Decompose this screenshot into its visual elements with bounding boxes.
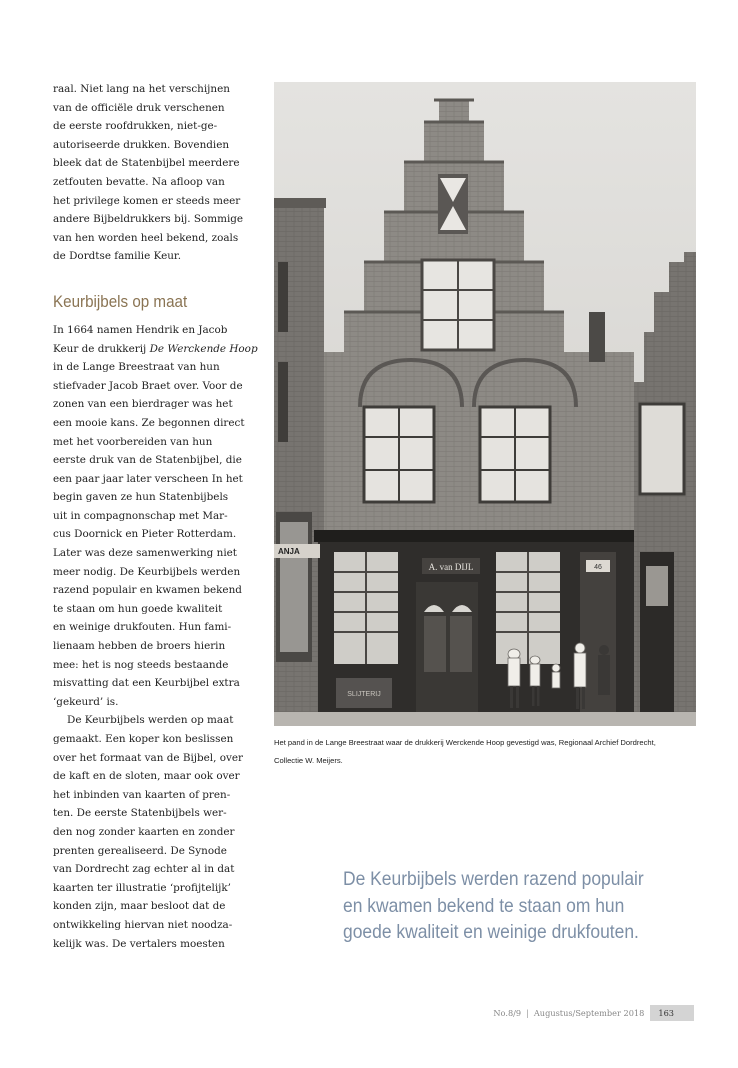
- shop-sign-text: A. van DIJL: [428, 562, 474, 572]
- text-line: autoriseerde drukken. Bovendien: [53, 138, 230, 151]
- text-line: konden zijn, maar besloot dat de: [53, 900, 226, 913]
- building-photo-illustration: [274, 82, 696, 726]
- text-line: raal. Niet lang na het verschijnen: [53, 83, 230, 95]
- text-line: [53, 340, 265, 359]
- text-line: de kaft en de sloten, maar ook over: [53, 770, 240, 783]
- text-line: een paar jaar later verscheen In het: [53, 472, 243, 485]
- text-line: zetfouten bevatte. Na afloop van: [53, 175, 225, 188]
- text-line: van Dordrecht zag echter al in dat: [53, 863, 235, 876]
- caption-line: Collectie W. Meijers.: [274, 756, 343, 765]
- text-line: ‘gekeurd’ is.: [53, 695, 119, 708]
- pull-quote-line: goede kwaliteit en weinige drukfouten.: [343, 921, 639, 943]
- text-line: de eerste roofdrukken, niet-ge-: [53, 120, 218, 133]
- text-line: in de Lange Breestraat van hun: [53, 361, 220, 374]
- body-text-column: [53, 80, 265, 953]
- text-line: eerste druk van de Statenbijbel, die: [53, 454, 242, 467]
- text-line: van de officiële druk verschenen: [53, 101, 225, 114]
- paragraph-3: [53, 711, 265, 953]
- text-line: De Keurbijbels werden op maat: [67, 714, 234, 727]
- pull-quote: [343, 866, 676, 946]
- italic-title: De Werckende Hoop: [149, 342, 258, 355]
- issue-number: No.8/9: [493, 1008, 522, 1018]
- building-photo: [274, 82, 696, 726]
- text-line: misvatting dat een Keurbijbel extra: [53, 677, 240, 690]
- text-line: begin gaven ze hun Statenbijbels: [53, 491, 229, 504]
- text-line: zonen van een bierdrager was het: [53, 398, 233, 411]
- text-line: de Dordtse familie Keur.: [53, 250, 182, 263]
- text-line: het privilege komen er steeds meer: [53, 194, 241, 207]
- pull-quote-line: en kwamen bekend te staan om hun: [343, 894, 625, 917]
- footer-separator: |: [526, 1008, 529, 1018]
- page-footer: [493, 1005, 694, 1021]
- text-line: van hen worden heel bekend, zoals: [53, 231, 239, 244]
- text-line: ten. De eerste Statenbijbels wer-: [53, 807, 227, 820]
- page-number: 163: [650, 1005, 694, 1021]
- text-line: prenten gerealiseerd. De Synode: [53, 844, 227, 857]
- paragraph-1: [53, 80, 265, 266]
- text-line: Later was deze samenwerking niet: [53, 547, 237, 560]
- text-line: uit in compagnonschap met Mar-: [53, 509, 228, 522]
- text-line: den nog zonder kaarten en zonder: [53, 825, 235, 838]
- text-line: mee: het is nog steeds bestaande: [53, 658, 229, 671]
- text-line: razend populair en kwamen bekend: [53, 584, 242, 597]
- window-lettering: SLIJTERIJ: [347, 691, 381, 698]
- text-line: en weinige drukfouten. Hun fami-: [53, 621, 232, 634]
- side-sign-text: ANJA: [278, 547, 300, 556]
- text-line: kelijk was. De vertalers moesten: [53, 937, 225, 950]
- house-number-text: 46: [594, 564, 602, 571]
- caption-line: Het pand in de Lange Breestraat waar de drukkerij Werckende Hoop gevestigd was, Regionaal Archief Dordrecht,: [274, 738, 656, 747]
- text-run: Keur de drukkerij: [53, 342, 150, 355]
- text-line: over het formaat van de Bijbel, over: [53, 751, 243, 764]
- text-line: ontwikkeling hiervan niet noodza-: [53, 918, 233, 931]
- text-line: het inbinden van kaarten of pren-: [53, 788, 231, 801]
- paragraph-2: [53, 321, 265, 711]
- text-line: lienaam hebben de broers hierin: [53, 640, 226, 653]
- text-line: gemaakt. Een koper kon beslissen: [53, 733, 234, 745]
- photo-caption: [274, 734, 714, 770]
- text-line: met het voorbereiden van hun: [53, 435, 213, 448]
- text-line: In 1664 namen Hendrik en Jacob: [53, 323, 228, 336]
- text-line: kaarten ter illustratie ‘profijtelijk’: [53, 881, 231, 894]
- text-line: een mooie kans. Ze begonnen direct: [53, 416, 245, 429]
- text-line: stiefvader Jacob Braet over. Voor de: [53, 379, 243, 392]
- text-line: andere Bijbeldrukkers bij. Sommige: [53, 213, 244, 226]
- text-line: cus Doornick en Pieter Rotterdam.: [53, 528, 237, 541]
- pull-quote-line: De Keurbijbels werden razend populair: [343, 868, 644, 890]
- text-line: te staan om hun goede kwaliteit: [53, 602, 223, 615]
- issue-date: Augustus/September 2018: [533, 1008, 645, 1018]
- section-heading: Keurbijbels op maat: [53, 292, 188, 311]
- text-line: meer nodig. De Keurbijbels werden: [53, 565, 241, 578]
- text-line: bleek dat de Statenbijbel meerdere: [53, 157, 240, 170]
